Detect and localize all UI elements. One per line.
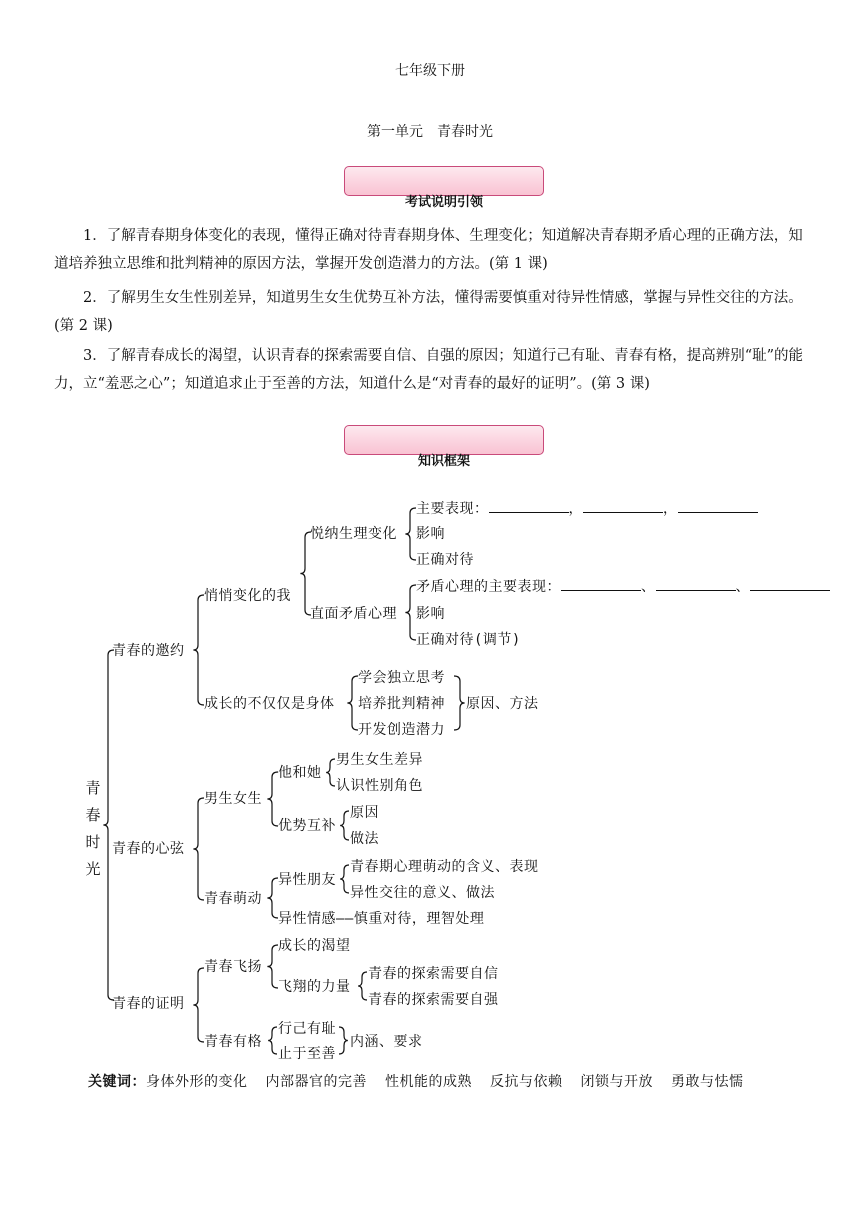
keywords-label: 关键词： <box>88 1074 146 1090</box>
brace-youth-character-close <box>339 1027 348 1054</box>
node-opposite-emotion: 异性情感——慎重对待，理智处理 <box>278 911 485 927</box>
brace-root <box>103 650 114 1000</box>
node-face-contradiction: 直面矛盾心理 <box>310 606 397 622</box>
node-quiet-change: 悄悄变化的我 <box>204 588 291 604</box>
node-youth-budding: 青春萌动 <box>204 891 262 907</box>
keyword-6: 勇敢与怯懦 <box>671 1074 744 1090</box>
brace-accept-physio <box>405 508 416 560</box>
node-supreme-good: 止于至善 <box>278 1046 336 1062</box>
node-contradiction-manifest: 矛盾心理的主要表现： 、 、 <box>416 576 830 596</box>
node-youth-flying: 青春飞扬 <box>204 959 262 975</box>
unit-title: 第一单元 青春时光 <box>367 124 493 140</box>
brace-boys-girls <box>267 772 278 826</box>
keyword-1: 身体外形的变化 <box>146 1074 248 1090</box>
node-influence-a: 影响 <box>416 526 445 542</box>
keyword-4: 反抗与依赖 <box>490 1074 563 1090</box>
node-more-than-body: 成长的不仅仅是身体 <box>204 696 335 712</box>
node-complement: 优势互补 <box>278 818 336 834</box>
node-interaction-meaning: 异性交往的意义、做法 <box>350 885 495 901</box>
node-gender-role: 认识性别角色 <box>336 778 423 794</box>
keyword-2: 内部器官的完善 <box>265 1074 367 1090</box>
node-l1-proof: 青春的证明 <box>112 996 185 1012</box>
node-correct-b: 正确对待(调节) <box>416 632 521 648</box>
brace-more-than-body-close <box>454 676 465 730</box>
node-correct-a: 正确对待 <box>416 552 474 568</box>
node-main-manifest: 主要表现： ， ， <box>416 498 758 518</box>
brace-youth-character <box>268 1027 277 1054</box>
book-title: 七年级下册 <box>395 63 465 79</box>
brace-face-contradiction <box>405 585 416 640</box>
node-meaning-requirement: 内涵、要求 <box>350 1034 423 1050</box>
keyword-3: 性机能的成熟 <box>385 1074 472 1090</box>
node-self-strength: 青春的探索需要自强 <box>368 992 499 1008</box>
brace-youth-budding <box>267 878 278 918</box>
node-gender-diff: 男生女生差异 <box>336 752 423 768</box>
exam-section-title: 考试说明引领 <box>404 195 483 210</box>
node-he-and-she: 他和她 <box>278 765 322 781</box>
framework-root: 青 春 时 光 <box>85 779 101 878</box>
node-l1-invitation: 青春的邀约 <box>112 643 185 659</box>
node-practice: 做法 <box>350 831 379 847</box>
node-opposite-friends: 异性朋友 <box>278 872 336 888</box>
node-l1-heartstrings: 青春的心弦 <box>112 841 185 857</box>
brace-more-than-body <box>347 676 358 730</box>
node-youth-character: 青春有格 <box>204 1034 262 1050</box>
brace-flying-power <box>358 972 367 1000</box>
brace-youth-flying <box>267 945 278 988</box>
exam-item-2: 2．了解男生女生性别差异，知道男生女生优势互补方法，懂得需要慎重对待异性情感，掌握与异性交往的方法。(第 2 课) <box>54 290 803 334</box>
node-flying-power: 飞翔的力量 <box>278 979 351 995</box>
node-sense-of-shame: 行己有耻 <box>278 1021 336 1037</box>
node-reason: 原因 <box>350 805 379 821</box>
brace-heartstrings <box>193 798 204 900</box>
exam-item-1: 1．了解青春期身体变化的表现，懂得正确对待青春期身体、生理变化；知道解决青春期矛盾心理的正确方法，知道培养独立思维和批判精神的原因方法，掌握开发创造潜力的方法。(第 1 课) <box>54 228 803 272</box>
node-accept-physio: 悦纳生理变化 <box>310 526 397 542</box>
node-critical-spirit: 培养批判精神 <box>358 696 445 712</box>
keyword-5: 闭锁与开放 <box>580 1074 653 1090</box>
node-growth-desire: 成长的渴望 <box>278 938 351 954</box>
brace-opposite-friends <box>340 865 349 893</box>
brace-invitation <box>193 595 204 705</box>
framework-title: 知识框架 <box>417 454 470 469</box>
node-influence-b: 影响 <box>416 606 445 622</box>
brace-he-and-she <box>326 759 335 786</box>
node-reasons-methods: 原因、方法 <box>466 696 539 712</box>
node-independent-thinking: 学会独立思考 <box>358 670 445 686</box>
brace-complement <box>340 811 349 840</box>
node-psych-budding: 青春期心理萌动的含义、表现 <box>350 859 539 875</box>
node-self-confidence: 青春的探索需要自信 <box>368 966 499 982</box>
keywords-line <box>88 1071 744 1091</box>
exam-item-3: 3．了解青春成长的渴望，认识青春的探索需要自信、自强的原因；知道行己有耻、青春有格，提高辨别“耻”的能力，立“羞恶之心”；知道追求止于至善的方法，知道什么是“对青春的最好的证明”。(第 3 课) <box>54 348 804 392</box>
node-boys-girls: 男生女生 <box>204 791 262 807</box>
brace-proof <box>193 968 204 1042</box>
node-creative-potential: 开发创造潜力 <box>358 722 445 738</box>
